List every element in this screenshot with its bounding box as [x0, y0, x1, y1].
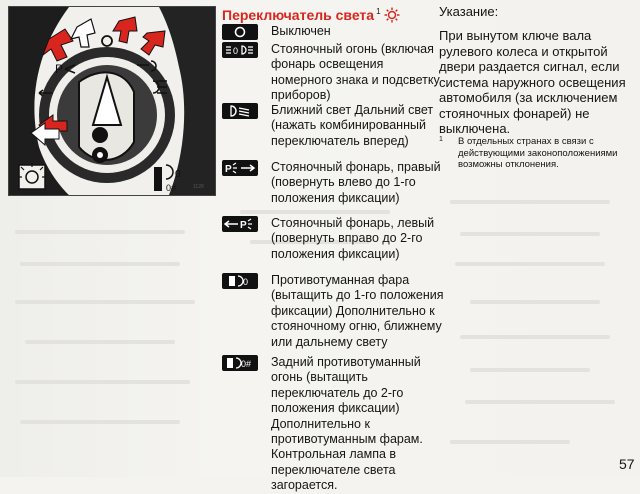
off-circle-icon [222, 24, 258, 40]
section-heading [222, 4, 400, 23]
entry-text: Ближний свет Дальний свет (нажать комбинированный переключатель вперед) [271, 103, 434, 148]
page-number: 57 [619, 456, 635, 472]
svg-text:0#: 0# [241, 359, 252, 369]
low-beam-icon [222, 103, 258, 119]
entry-text: Противотуманная фара (вытащить до 1-го положения фиксации) Дополнительно к стояночному огню, ближнему или дальнему свету [271, 273, 444, 349]
heading-footnote-mark: 1 [376, 7, 381, 16]
note-body: При вынутом ключе вала рулевого колеса и открытой двери раздается сигнал, если система наружного освещения автомобиля (за исключением стояночных фонарей) не выключена. [439, 28, 626, 136]
note-title: Указание: [439, 4, 499, 19]
entry-text: Стояночный фонарь, левый (повернуть вправо до 2-го положения фиксации) [271, 216, 435, 261]
svg-text:P: P [55, 62, 64, 76]
heading-title: Переключатель света [222, 7, 375, 23]
footnote-mark: 1 [439, 136, 443, 143]
entry-text: Задний противотуманный огонь (вытащить переключатель до 2-го положения фиксации) Дополнительно к противотуманным фарам. Контрольная лампа в переключателе света загорается. [271, 355, 423, 493]
entry-text: Стояночный фонарь, правый (повернуть влево до 1-го положения фиксации) [271, 160, 441, 205]
figure-number: 1128 [193, 184, 204, 190]
svg-text:0: 0 [175, 169, 181, 180]
light-switch-illustration [8, 6, 216, 196]
entry-text: Стояночный огонь (включая фонарь освещения номерного знака и подсветку приборов) [271, 42, 440, 103]
footnote-text: В отдельных странах в связи с действующими законоположениями возможны отклонения. [458, 136, 618, 170]
parking-left-icon [222, 216, 258, 232]
entry-text: Выключен [271, 24, 331, 38]
svg-text:0: 0 [243, 277, 249, 287]
svg-text:P: P [240, 220, 247, 231]
parking-right-icon [222, 160, 258, 176]
svg-text:0#: 0# [166, 183, 177, 193]
svg-text:0: 0 [233, 46, 239, 56]
front-fog-icon [222, 273, 258, 289]
svg-text:P: P [225, 164, 232, 175]
light-switch-drawing [9, 7, 215, 195]
light-sun-icon [384, 7, 400, 23]
parking-light-icon [222, 42, 258, 58]
rear-fog-icon [222, 355, 258, 371]
